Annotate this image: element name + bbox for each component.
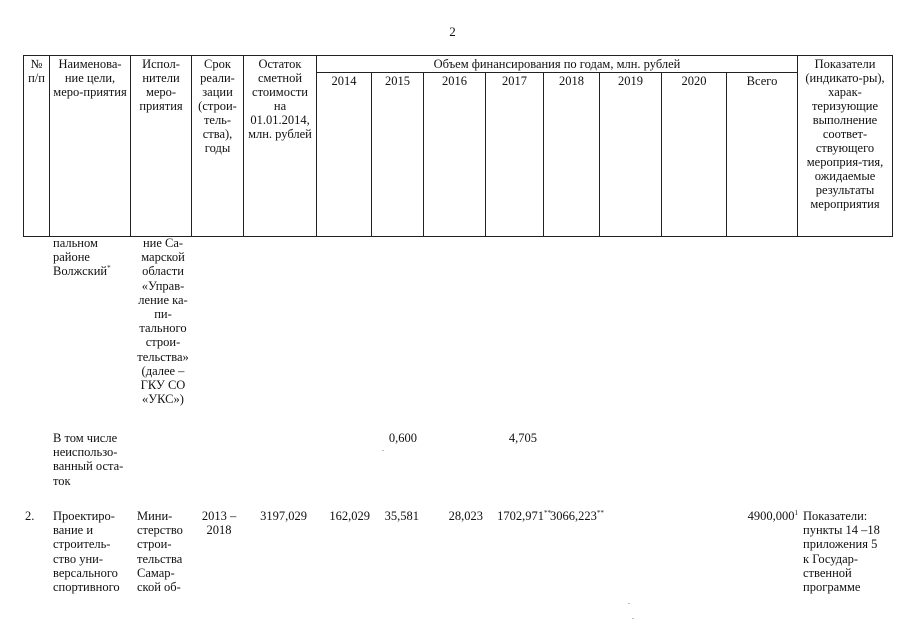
row2-num: 2.: [25, 509, 35, 523]
text-line: строи-: [145, 335, 181, 350]
header-year-2018: 2018: [544, 73, 600, 237]
text-line: приложения 5: [803, 537, 878, 552]
scan-speck: [628, 603, 630, 604]
text-line: ской об-: [137, 580, 181, 595]
header-year-2016: 2016: [424, 73, 486, 237]
row2-2018: [550, 509, 620, 523]
text-line: вание и: [53, 523, 94, 538]
table-header: [23, 55, 893, 237]
subrow-2015: 0,600: [388, 431, 417, 445]
header-year-2014: 2014: [317, 73, 372, 237]
footnote-mark: 1: [794, 508, 798, 517]
scan-speck: [632, 618, 634, 619]
text-line: В том числе: [53, 431, 118, 445]
text-line: ство уни-: [53, 551, 103, 566]
text-line: тального: [139, 321, 187, 336]
row2-2015: 35,581: [384, 509, 419, 523]
header-term: Срок реали-зации (строи-тель-ства), годы: [192, 56, 244, 237]
text-line: программе: [803, 580, 861, 595]
row2-name: [53, 509, 133, 594]
text-line: 2018: [206, 523, 232, 538]
text-line: 2013 –: [201, 509, 237, 523]
text-line: стерство: [137, 523, 183, 538]
text-line: (далее –: [141, 363, 185, 378]
header-num: № п/п: [24, 56, 50, 237]
text-line: области: [142, 264, 184, 279]
text-line: к Государ-: [803, 551, 859, 566]
text-line: «Управ-: [141, 278, 185, 293]
row2-indicators: [803, 509, 898, 594]
row2-2017: [475, 509, 551, 523]
text-line: неиспользо-: [53, 445, 118, 460]
text-line: строитель-: [53, 537, 111, 552]
header-total: Всего: [727, 73, 798, 237]
row2-2016: 28,023: [448, 509, 483, 523]
subrow-name: [53, 431, 133, 488]
text-line: пальном: [53, 236, 98, 250]
text-line: ванный оста-: [53, 459, 124, 474]
text-line: ственной: [803, 565, 852, 580]
text-segment: Волжский: [53, 264, 108, 279]
continuation-name: [53, 236, 133, 279]
row2-total: [723, 509, 798, 523]
scan-speck: [382, 450, 384, 451]
text-line: ление ка-: [138, 292, 188, 307]
row2-executor: [137, 509, 195, 594]
row2-remainder: 3197,029: [260, 509, 307, 523]
header-remainder: Остаток сметной стоимости на 01.01.2014, млн. рублей: [244, 56, 317, 237]
subrow-2017: 4,705: [508, 431, 537, 445]
text-line: пи-: [154, 307, 172, 322]
text-line: версального: [53, 565, 118, 580]
continuation-executor: [133, 236, 193, 406]
value-text: 4900,000: [747, 509, 795, 523]
row2-term: [193, 509, 245, 537]
header-executor: Испол-нители меро-приятия: [131, 56, 192, 237]
text-line: Самар-: [137, 565, 175, 580]
value-text: 3066,223: [550, 509, 597, 523]
header-year-2017: 2017: [486, 73, 544, 237]
text-line: ток: [53, 473, 71, 488]
value-text: 1702,971: [497, 509, 544, 523]
text-line: Мини-: [137, 509, 173, 523]
header-indicators: Показатели (индикато-ры), харак-теризующие выполнение соответ-ствующего мероприя-тия, ожидаемые результаты мероприятия: [798, 56, 893, 237]
text-line: Показатели:: [803, 509, 868, 523]
text-line: спортивного: [53, 580, 120, 595]
row2-2014: 162,029: [329, 509, 370, 523]
footnote-mark: *: [107, 264, 111, 273]
text-line: ние Са-: [142, 236, 184, 250]
text-line: пункты 14 –18: [803, 523, 880, 538]
text-line: тельства: [137, 551, 183, 566]
footnote-mark: **: [596, 508, 604, 517]
text-line: [53, 264, 133, 278]
header-name: Наименова-ние цели, меро-приятия: [50, 56, 131, 237]
header-year-2020: 2020: [662, 73, 727, 237]
text-line: тельства»: [137, 349, 189, 364]
header-year-2015: 2015: [372, 73, 424, 237]
page-number: 2: [449, 24, 456, 39]
text-line: Проектиро-: [53, 509, 115, 523]
text-line: строи-: [137, 537, 172, 552]
header-year-2019: 2019: [600, 73, 662, 237]
text-line: районе: [53, 250, 90, 265]
header-financing-group: Объем финансирования по годам, млн. рублей: [317, 56, 798, 73]
footnote-mark: **: [544, 508, 551, 517]
text-line: марской: [141, 250, 185, 265]
text-line: ГКУ СО: [140, 378, 186, 393]
text-line: «УКС»): [142, 392, 184, 407]
